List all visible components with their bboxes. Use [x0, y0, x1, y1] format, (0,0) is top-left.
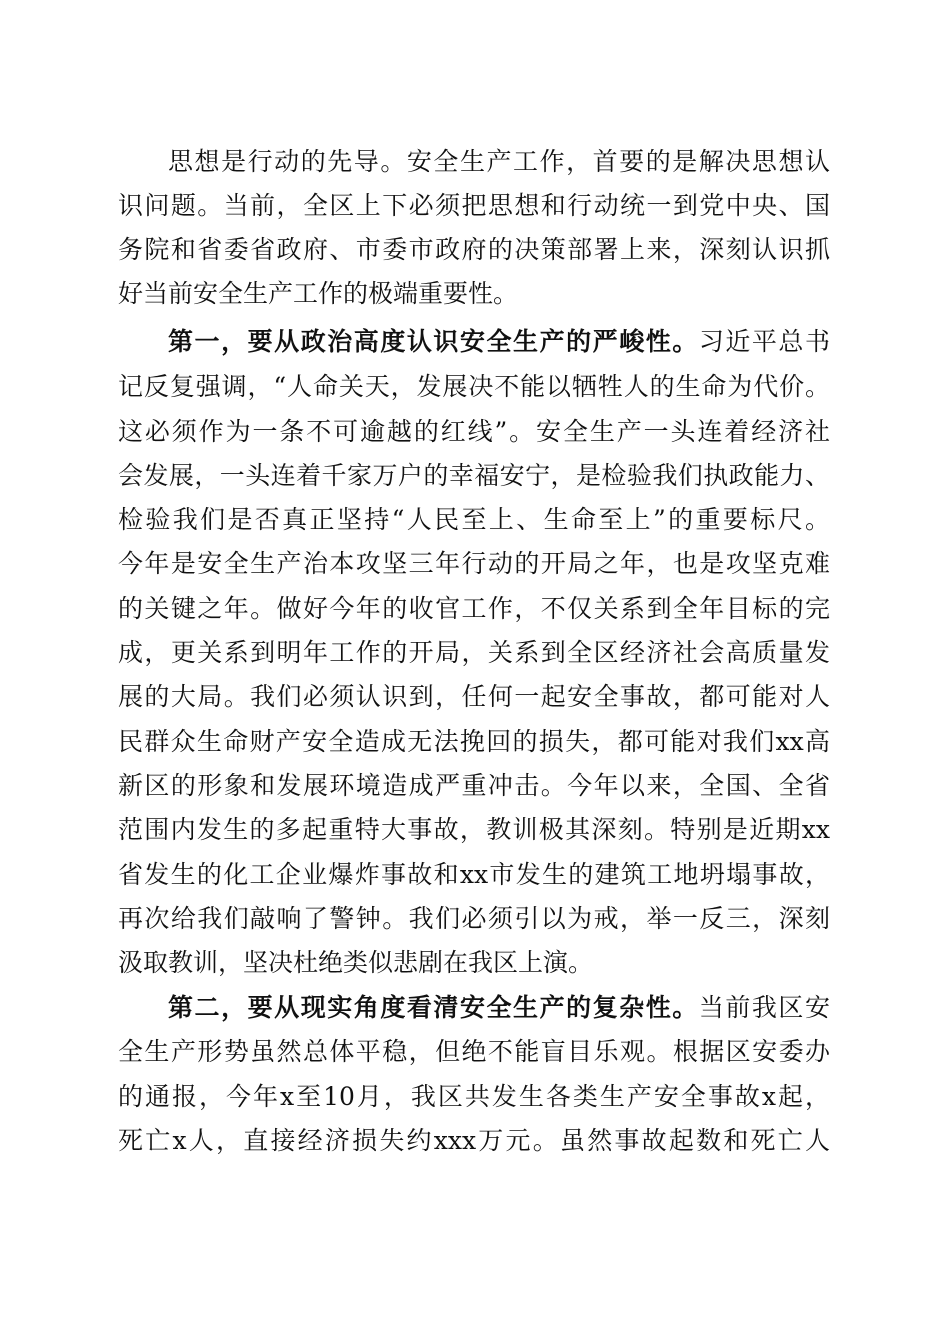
paragraph-1-line-4: 好当前安全生产工作的极端重要性。 — [118, 279, 519, 308]
paragraph-2-line-6: 今年是安全生产治本攻坚三年行动的开局之年，也是攻坚克难 — [118, 549, 830, 578]
paragraph-3-line-3: 的通报，今年x至10月，我区共发生各类生产安全事故x起， — [118, 1082, 830, 1111]
paragraph-2-line-12: 范围内发生的多起重特大事故，教训极其深刻。特别是近期xx — [118, 815, 830, 844]
paragraph-2-line-15: 汲取教训，坚决杜绝类似悲剧在我区上演。 — [118, 948, 594, 977]
paragraph-2-line-13: 省发生的化工企业爆炸事故和xx市发生的建筑工地坍塌事故， — [118, 860, 830, 889]
paragraph-2-line-7: 的关键之年。做好今年的收官工作，不仅关系到全年目标的完 — [118, 594, 830, 623]
paragraph-2-line-3: 这必须作为一条不可逾越的红线”。安全生产一头连着经济社 — [118, 417, 830, 446]
paragraph-2-line-2: 记反复强调，“人命关天，发展决不能以牺牲人的生命为代价。 — [118, 372, 830, 401]
paragraph-3-line-1 — [168, 988, 830, 1028]
paragraph-2-line-5: 检验我们是否真正坚持“人民至上、生命至上”的重要标尺。 — [118, 505, 830, 534]
paragraph-2-line-11: 新区的形象和发展环境造成严重冲击。今年以来，全国、全省 — [118, 771, 830, 800]
paragraph-2-line-4: 会发展，一头连着千家万户的幸福安宁，是检验我们执政能力、 — [118, 461, 830, 490]
paragraph-2-line-10: 民群众生命财产安全造成无法挽回的损失，都可能对我们xx高 — [118, 727, 830, 756]
paragraph-2-line-1 — [168, 322, 830, 362]
paragraph-2-line-9: 展的大局。我们必须认识到，任何一起安全事故，都可能对人 — [118, 682, 830, 711]
paragraph-2-line-8: 成，更关系到明年工作的开局，关系到全区经济社会高质量发 — [118, 638, 830, 667]
paragraph-3-line-4: 死亡x人，直接经济损失约xxx万元。虽然事故起数和死亡人 — [118, 1126, 830, 1155]
paragraph-3-line-1-text: 当前我区安 — [698, 993, 830, 1022]
paragraph-1-line-3: 务院和省委省政府、市委市政府的决策部署上来，深刻认识抓 — [118, 235, 830, 264]
paragraph-3-heading: 第二，要从现实角度看清安全生产的复杂性。 — [168, 993, 699, 1022]
paragraph-3-line-2: 全生产形势虽然总体平稳，但绝不能盲目乐观。根据区安委办 — [118, 1037, 830, 1066]
paragraph-1-line-1: 思想是行动的先导。安全生产工作，首要的是解决思想认 — [168, 147, 830, 176]
paragraph-2-heading: 第一，要从政治高度认识安全生产的严峻性。 — [168, 327, 699, 356]
paragraph-1-line-2: 识问题。当前，全区上下必须把思想和行动统一到党中央、国 — [118, 191, 830, 220]
paragraph-2-line-14: 再次给我们敲响了警钟。我们必须引以为戒，举一反三，深刻 — [118, 904, 830, 933]
paragraph-2-line-1-text: 习近平总书 — [698, 327, 830, 356]
